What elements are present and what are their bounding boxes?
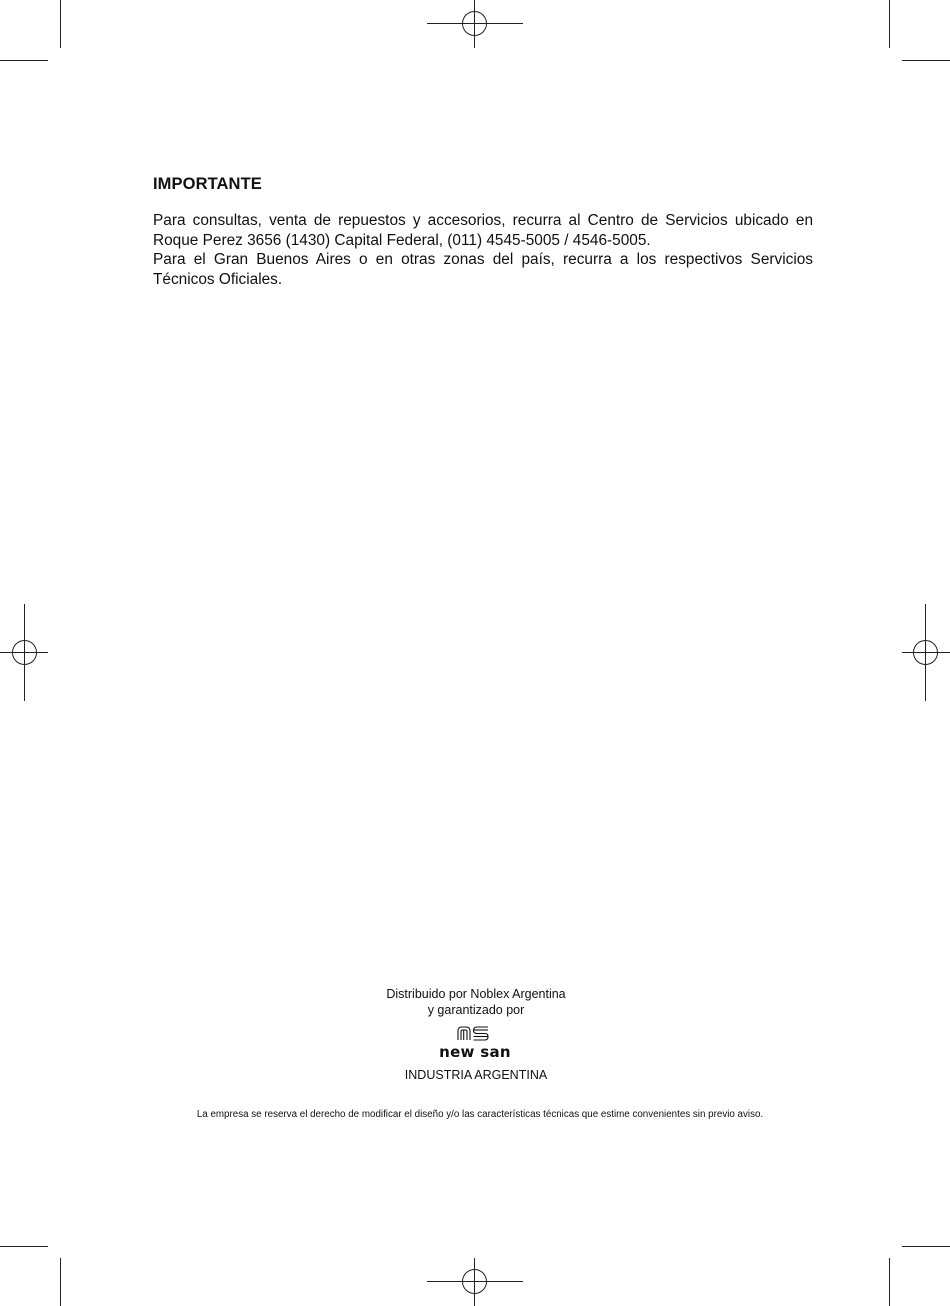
new-san-wordmark: new san xyxy=(439,1043,511,1060)
ns-monogram-icon xyxy=(458,1027,488,1040)
registration-mark-right xyxy=(902,604,950,701)
official-services-paragraph: Para el Gran Buenos Aires o en otras zonas del país, recurra a los respectivos Servicios Técnicos Oficiales. xyxy=(153,251,813,288)
registration-mark-top xyxy=(427,0,523,48)
service-center-paragraph: Para consultas, venta de repuestos y accesorios, recurra al Centro de Servicios ubicado en Roque Perez 3656 (1430) Capital Federal, (011) 4545-5005 / 4546-5005. xyxy=(153,212,813,249)
distribution-notice xyxy=(300,986,652,1018)
important-heading: IMPORTANTE xyxy=(153,175,262,193)
disclaimer-text: La empresa se reserva el derecho de modificar el diseño y/o las características técnicas que estime convenientes sin previo aviso. xyxy=(196,1109,764,1120)
registration-mark-left xyxy=(0,604,48,701)
distributed-by-line: Distribuido por Noblex Argentina xyxy=(386,987,566,1001)
industria-argentina: INDUSTRIA ARGENTINA xyxy=(404,1068,548,1082)
important-section xyxy=(153,175,813,289)
registration-mark-bottom xyxy=(427,1258,523,1306)
guaranteed-by-line: y garantizado por xyxy=(427,1003,525,1017)
new-san-logo xyxy=(425,1024,525,1060)
